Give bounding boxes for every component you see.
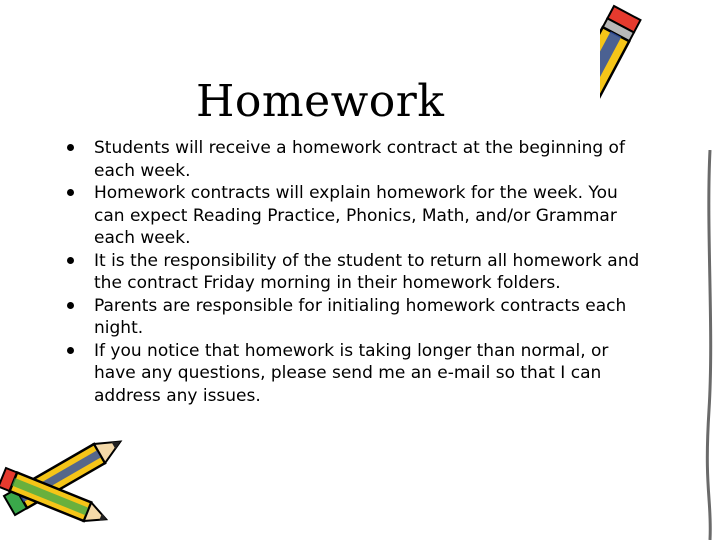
bullet-text: If you notice that homework is taking longer than normal, or have any questions, please send me an e-mail so that I can address any issues.	[94, 340, 609, 406]
bullet-list	[62, 137, 652, 407]
bullet-dot	[67, 257, 74, 264]
bullet-text: Parents are responsible for initialing homework contracts each night.	[94, 295, 627, 338]
bullet-dot	[67, 347, 74, 354]
bullet-item	[62, 250, 652, 295]
bullet-dot	[67, 302, 74, 309]
slide-title: Homework	[196, 76, 445, 127]
bullet-dot	[67, 144, 74, 151]
bullet-text: It is the responsibility of the student to return all homework and the contract Friday morning in their homework folders.	[94, 250, 640, 293]
bullet-dot	[67, 189, 74, 196]
bullet-text: Homework contracts will explain homework for the week. You can expect Reading Practice, Phonics, Math, and/or Grammar each week.	[94, 183, 618, 248]
pencil-icon	[600, 0, 720, 170]
bullet-item	[62, 137, 652, 182]
bullet-item	[62, 182, 652, 250]
bullet-item	[62, 340, 652, 408]
crossed-pencils-icon	[0, 428, 150, 538]
bullet-text: Students will receive a homework contract at the beginning of each week.	[94, 138, 625, 181]
bullet-item	[62, 295, 652, 340]
border-line-decoration	[700, 150, 720, 540]
